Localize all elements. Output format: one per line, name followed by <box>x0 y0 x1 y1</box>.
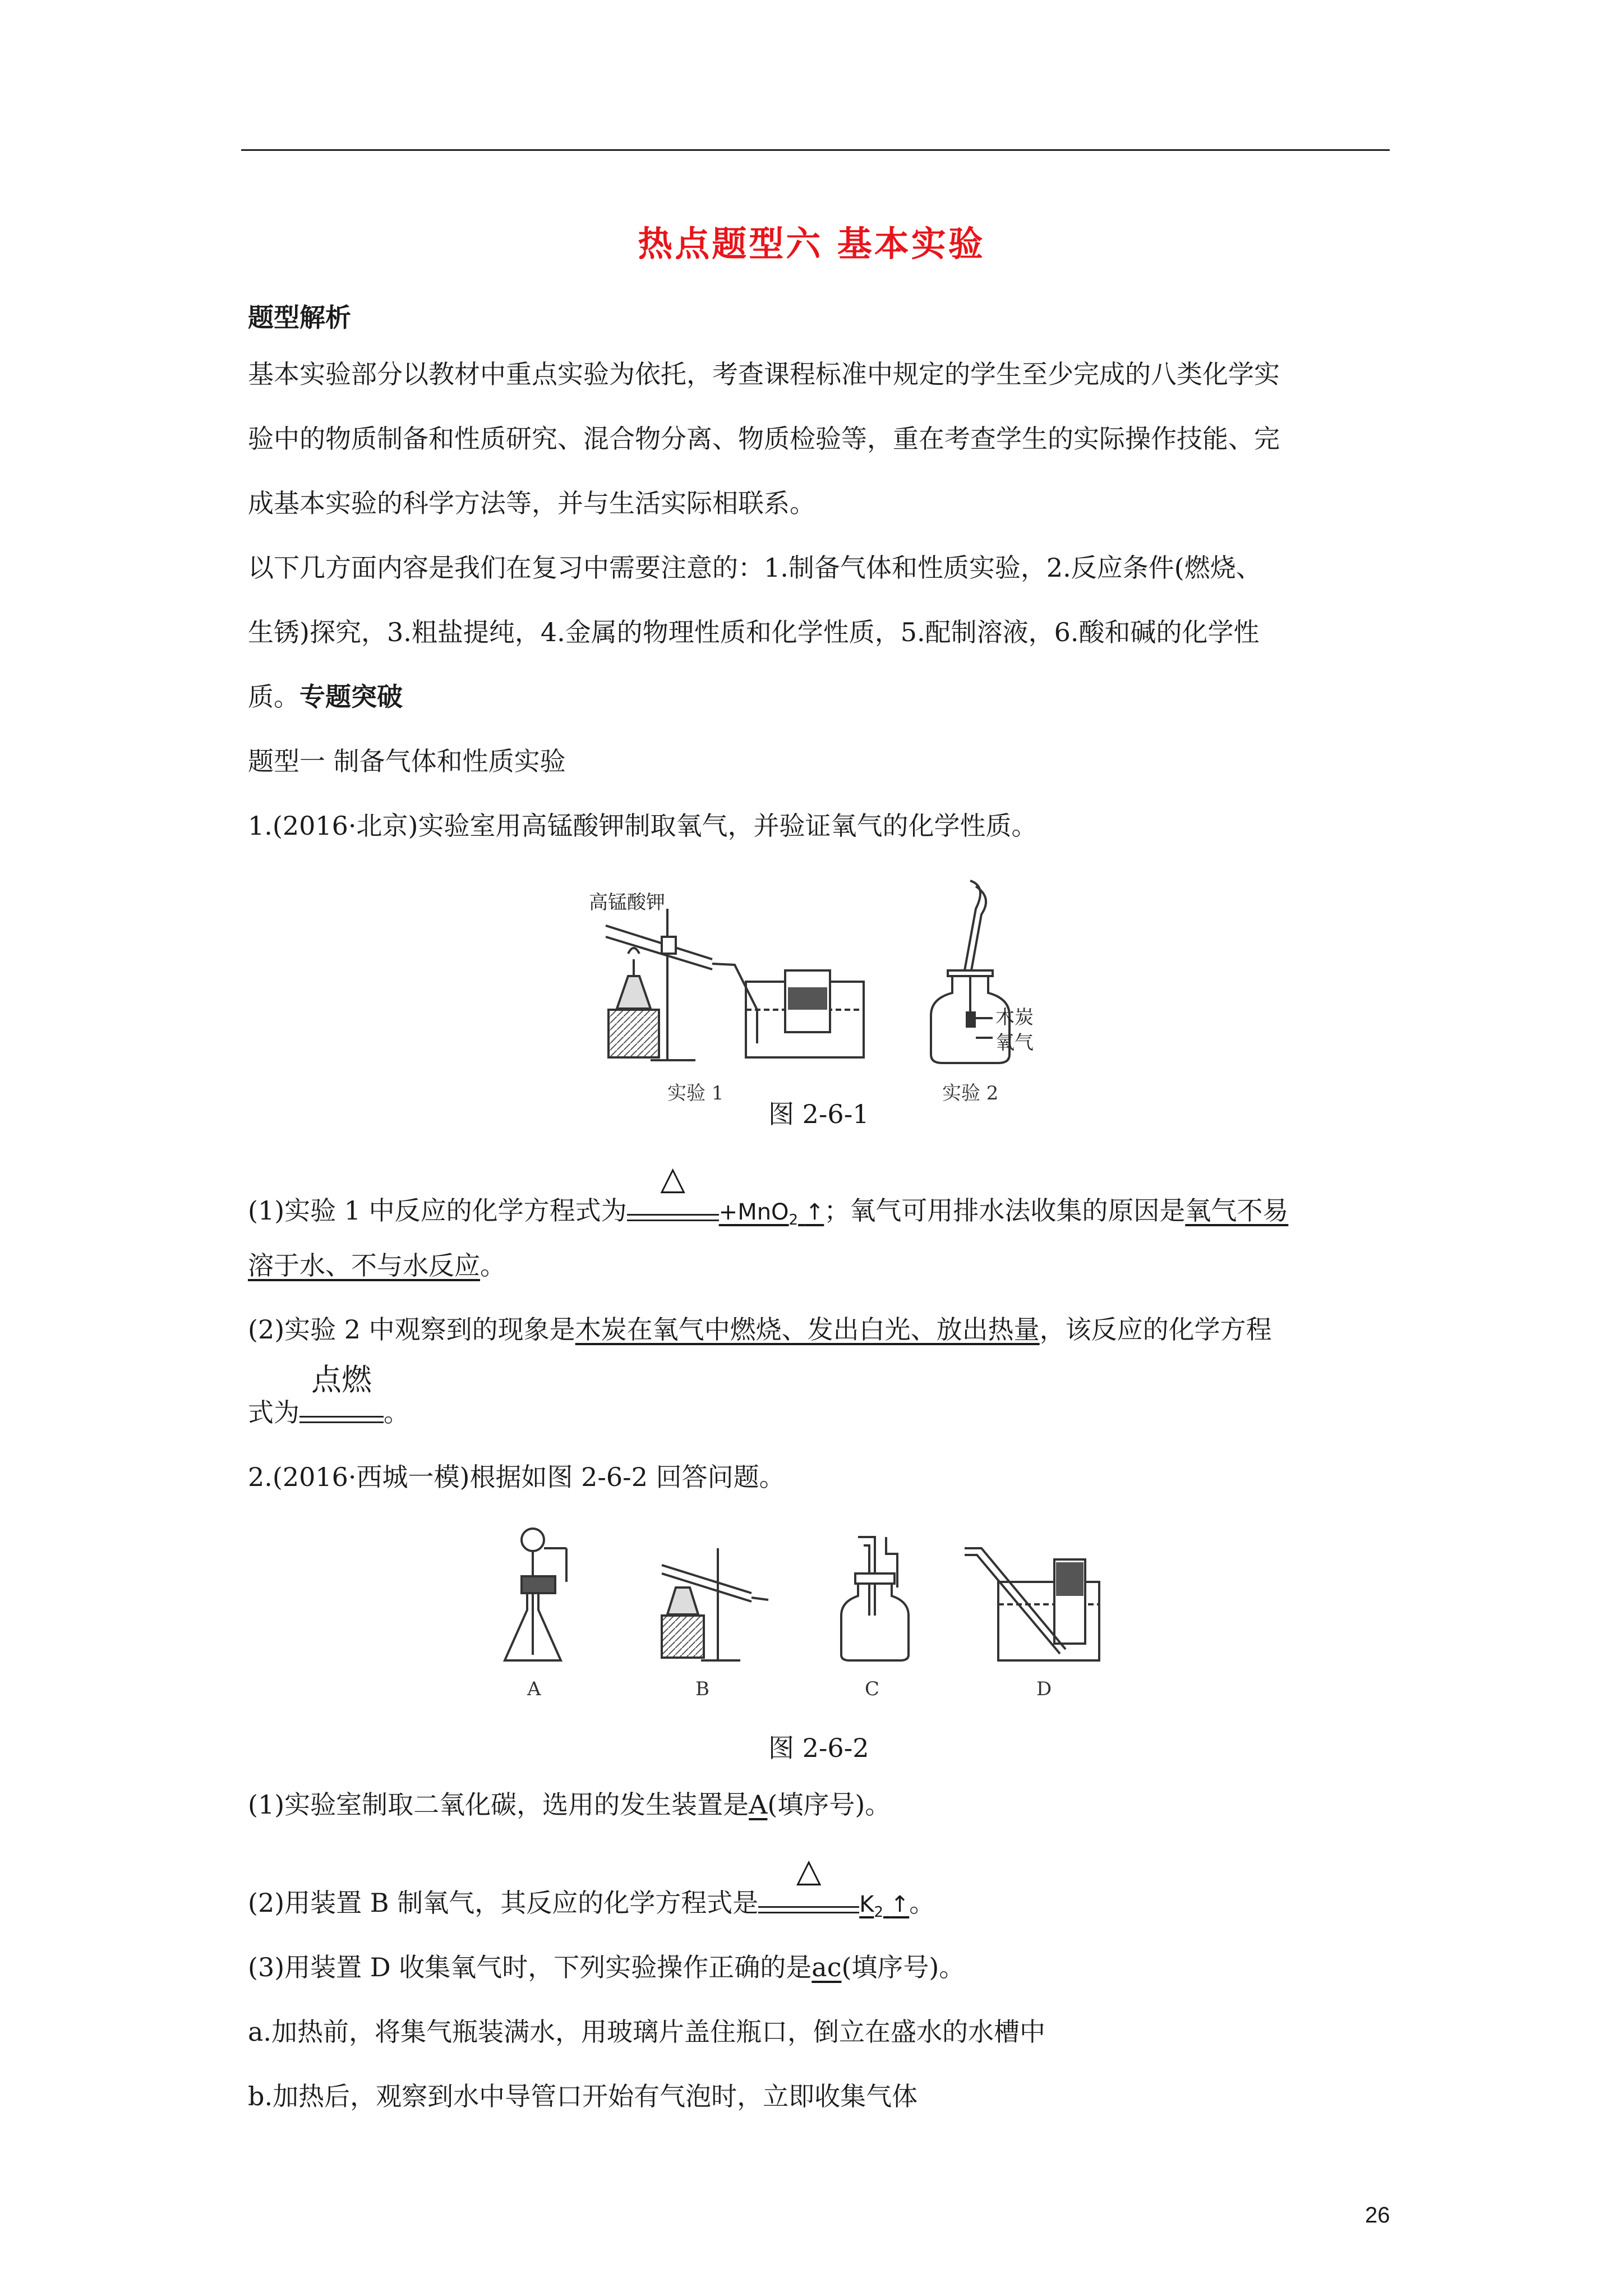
q1-part1-line2: 溶于水、不与水反应。 <box>248 1250 506 1281</box>
intro-line-4: 以下几方面内容是我们在复习中需要注意的：1.制备气体和性质实验，2.反应条件(燃烧、 <box>248 553 1262 583</box>
exp1-apparatus <box>606 909 864 1060</box>
label-a: A <box>527 1678 541 1700</box>
page-title: 热点题型六 基本实验 <box>638 223 985 264</box>
label-exp1: 实验 1 <box>667 1082 724 1105</box>
q2-option-a: a.加热前，将集气瓶装满水，用玻璃片盖住瓶口，倒立在盛水的水槽中 <box>248 2017 1046 2047</box>
label-c: C <box>865 1678 880 1700</box>
figure-caption-2: 图 2-6-2 <box>768 1733 869 1763</box>
page-number: 26 <box>1365 2203 1390 2228</box>
section-heading: 题型解析 <box>248 302 351 333</box>
label-oxygen: 氧气 <box>995 1032 1034 1054</box>
figure-2-6-2 <box>494 1520 1144 1700</box>
q2-stem: 2.(2016·西城一模)根据如图 2-6-2 回答问题。 <box>248 1462 785 1492</box>
figure-2-6-1 <box>583 875 1088 1116</box>
intro-line-2: 验中的物质制备和性质研究、混合物分离、物质检验等，重在考查学生的实际操作技能、完 <box>248 424 1280 454</box>
figure-caption-1: 图 2-6-1 <box>768 1099 869 1129</box>
q1-part2-line1: (2)实验 2 中观察到的现象是木炭在氧气中燃烧、发出白光、放出热量，该反应的化学方程 <box>248 1314 1272 1345</box>
apparatus-c <box>841 1537 909 1660</box>
label-reagent: 高锰酸钾 <box>589 891 665 914</box>
label-b: B <box>695 1678 709 1700</box>
q2-part1: (1)实验室制取二氧化碳，选用的发生装置是A(填序号)。 <box>248 1789 891 1820</box>
label-charcoal: 木炭 <box>995 1006 1034 1029</box>
q1-stem: 1.(2016·北京)实验室用高锰酸钾制取氧气，并验证氧气的化学性质。 <box>248 811 1038 841</box>
topic-heading: 专题突破 <box>299 682 403 712</box>
q2-part2: (2)用装置 B 制氧气，其反应的化学方程式是 △ $K_2$ ↑。 <box>248 1851 935 1921</box>
equation-condition-ignite: 点燃 <box>299 1396 384 1429</box>
apparatus-b <box>662 1548 768 1660</box>
intro-line-1: 基本实验部分以教材中重点实验为依托，考查课程标准中规定的学生至少完成的八类化学实 <box>248 359 1280 389</box>
intro-line-3: 成基本实验的科学方法等，并与生活实际相联系。 <box>248 488 815 518</box>
q2-part3: (3)用装置 D 收集氧气时，下列实验操作正确的是ac(填序号)。 <box>248 1952 965 1982</box>
intro-line-5: 生锈)探究，3.粗盐提纯，4.金属的物理性质和化学性质，5.配制溶液，6.酸和碱的化学性 <box>248 617 1260 647</box>
q2-option-b: b.加热后，观察到水中导管口开始有气泡时，立即收集气体 <box>248 2081 918 2111</box>
header-rule <box>241 149 1390 151</box>
apparatus-a <box>505 1529 566 1660</box>
label-exp2: 实验 2 <box>942 1082 999 1105</box>
label-d: D <box>1036 1678 1052 1700</box>
apparatus-d <box>965 1548 1099 1660</box>
equation-condition-heat: △ <box>627 1194 719 1227</box>
type-one-heading: 题型一 制备气体和性质实验 <box>248 746 566 776</box>
equation-condition-heat-2: △ <box>758 1886 859 1920</box>
q1-part2-line2: 式为 点燃 。 <box>248 1396 1392 1429</box>
q1-part1-line1: (1)实验 1 中反应的化学方程式为 △ +MnO$_2$ ↑；氧气可用排水法收集的原因是氧气不易 <box>248 1159 1289 1228</box>
intro-line-6: 质。专题突破 <box>248 682 403 712</box>
